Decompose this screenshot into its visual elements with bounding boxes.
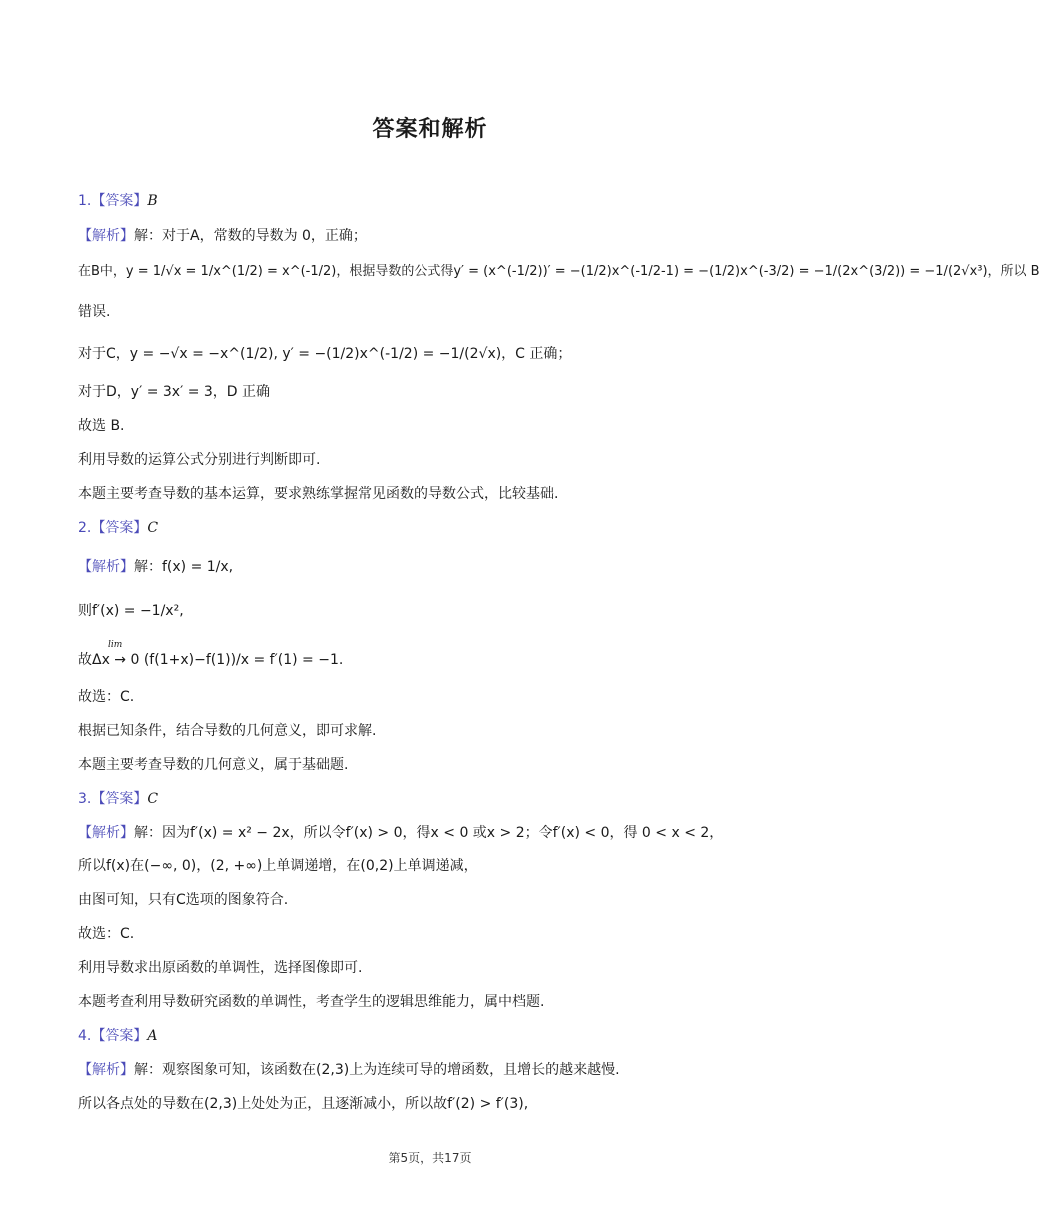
q2-number: 2. xyxy=(78,520,92,536)
page-title: 答案和解析 xyxy=(372,117,488,142)
q1-text-5: 对于D，y′ = 3x′ = 3，D 正确 xyxy=(78,384,271,400)
q3-analysis-line xyxy=(78,823,783,843)
q2-text-2: 则f′(x) = −1/x², xyxy=(78,603,184,619)
q1-answer: B xyxy=(147,193,158,209)
q2-answer-line xyxy=(78,518,783,538)
q2-text-3: 故Δx → 0 (f(1+x)−f(1))/x = f′(1) = −1. xyxy=(78,652,344,668)
q1-text-8: 本题主要考查导数的基本运算，要求熟练掌握常见函数的导数公式，比较基础. xyxy=(78,486,559,502)
q2-text-5: 根据已知条件，结合导数的几何意义，即可求解. xyxy=(78,723,377,739)
q4-text-1: 解：观察图象可知，该函数在(2,3)上为连续可导的增函数，且增长的越来越慢. xyxy=(134,1062,620,1078)
q3-answer-tag: 【答案】 xyxy=(91,791,148,807)
q1-text-3: 错误. xyxy=(78,304,111,320)
page-footer: 第5页，共17页 xyxy=(388,1151,472,1165)
q4-text-2: 所以各点处的导数在(2,3)上处处为正，且逐渐减小，所以故f′(2) > f′(3), xyxy=(78,1096,529,1112)
q4-answer-tag: 【答案】 xyxy=(91,1028,148,1044)
q3-answer-line xyxy=(78,789,783,809)
q1-answer-line xyxy=(78,191,783,211)
q4-number: 4. xyxy=(78,1028,92,1044)
q1-text-2: 在B中，y = 1/√x = 1/x^(1/2) = x^(-1/2)，根据导数的公式得y′ = (x^(-1/2))′ = −(1/2)x^(-1/2-1) = −(1/2)x^(-3/2) = −1/(2x^(3/2)) = −1/(2√x³)，所以 B xyxy=(78,264,1040,279)
q2-analysis-line xyxy=(78,557,783,577)
q2-lim-label: lim xyxy=(108,640,123,650)
q4-analysis-tag: 【解析】 xyxy=(78,1062,134,1078)
q1-analysis-tag: 【解析】 xyxy=(78,228,134,244)
q3-text-5: 利用导数求出原函数的单调性，选择图像即可. xyxy=(78,960,363,976)
q1-text-7: 利用导数的运算公式分别进行判断即可. xyxy=(78,452,321,468)
q3-text-2: 所以f(x)在(−∞, 0)，(2, +∞)上单调递增，在(0,2)上单调递减， xyxy=(78,858,478,874)
q3-answer: C xyxy=(147,791,159,807)
q2-answer-tag: 【答案】 xyxy=(91,520,148,536)
q1-text-4: 对于C，y = −√x = −x^(1/2), y′ = −(1/2)x^(-1/2) = −1/(2√x)，C 正确； xyxy=(78,346,572,362)
q3-text-4: 故选：C. xyxy=(78,926,135,942)
q1-number: 1. xyxy=(78,193,92,209)
q2-text-4: 故选：C. xyxy=(78,689,135,705)
q4-answer-line xyxy=(78,1026,783,1046)
q3-text-6: 本题考查利用导数研究函数的单调性，考查学生的逻辑思维能力，属中档题. xyxy=(78,994,545,1010)
q1-text-6: 故选 B. xyxy=(78,418,125,434)
q2-analysis-tag: 【解析】 xyxy=(78,559,134,575)
q3-text-1: 解：因为f′(x) = x² − 2x，所以令f′(x) > 0，得x < 0 或x > 2；令f′(x) < 0，得 0 < x < 2， xyxy=(134,825,724,841)
q1-answer-tag: 【答案】 xyxy=(91,193,148,209)
q2-text-6: 本题主要考查导数的几何意义，属于基础题. xyxy=(78,757,349,773)
q3-number: 3. xyxy=(78,791,92,807)
q4-analysis-line xyxy=(78,1060,783,1080)
q2-answer: C xyxy=(147,520,159,536)
q3-analysis-tag: 【解析】 xyxy=(78,825,134,841)
q3-text-3: 由图可知，只有C选项的图象符合. xyxy=(78,892,289,908)
q1-text-1: 解：对于A，常数的导数为 0，正确； xyxy=(134,228,367,244)
q2-text-1: 解：f(x) = 1/x, xyxy=(134,559,234,575)
q1-analysis-line xyxy=(78,226,783,246)
q4-answer: A xyxy=(147,1028,158,1044)
